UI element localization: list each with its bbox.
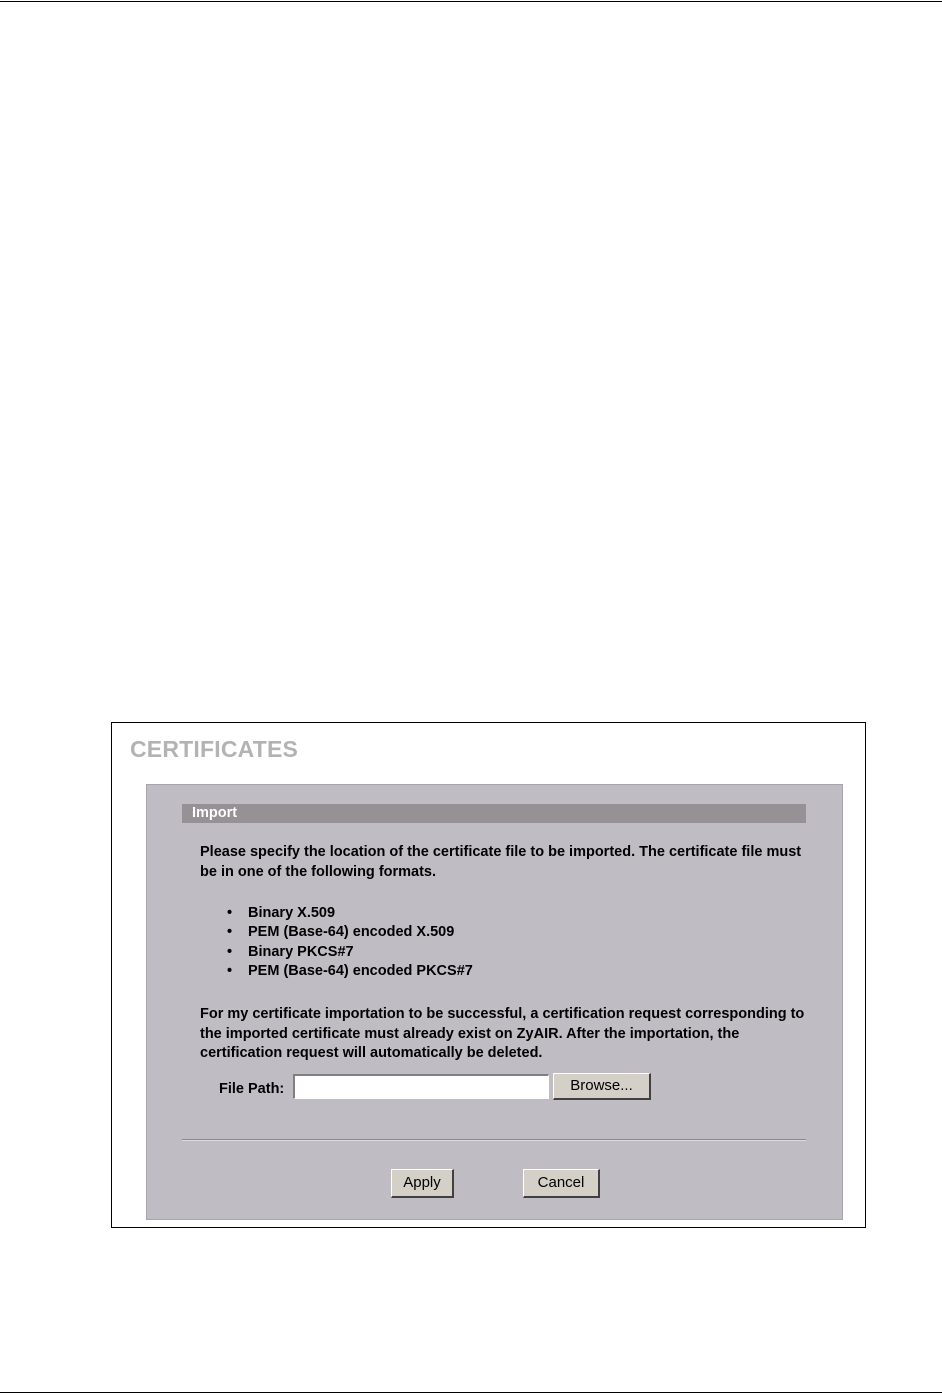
section-header-bar	[182, 804, 806, 823]
file-path-input[interactable]	[293, 1074, 549, 1099]
format-list-item: • PEM (Base-64) encoded X.509	[227, 923, 473, 942]
import-note: For my certificate importation to be successful, a certification request corresponding to the imported certificate must already exist on ZyAIR. After the importation, the certification request will automatically be deleted.	[200, 1006, 805, 1061]
section-title: Import	[192, 805, 238, 821]
apply-button[interactable]: Apply	[391, 1169, 454, 1198]
import-description: Please specify the location of the certificate file to be imported. The certificate file must be in one of the following formats.	[200, 844, 802, 880]
file-path-label: File Path:	[219, 1081, 285, 1097]
cancel-button[interactable]: Cancel	[523, 1169, 600, 1198]
divider	[182, 1139, 806, 1141]
page-bottom-rule	[0, 1392, 942, 1393]
browse-button[interactable]: Browse...	[553, 1073, 651, 1100]
format-list-item: • PEM (Base-64) encoded PKCS#7	[227, 962, 473, 981]
import-panel	[146, 784, 843, 1220]
format-list	[227, 904, 473, 981]
format-list-item: • Binary X.509	[227, 904, 473, 923]
page-title: CERTIFICATES	[130, 736, 299, 762]
format-list-item: • Binary PKCS#7	[227, 943, 473, 962]
page-top-rule	[0, 1, 942, 2]
screenshot-figure-frame	[111, 722, 866, 1228]
